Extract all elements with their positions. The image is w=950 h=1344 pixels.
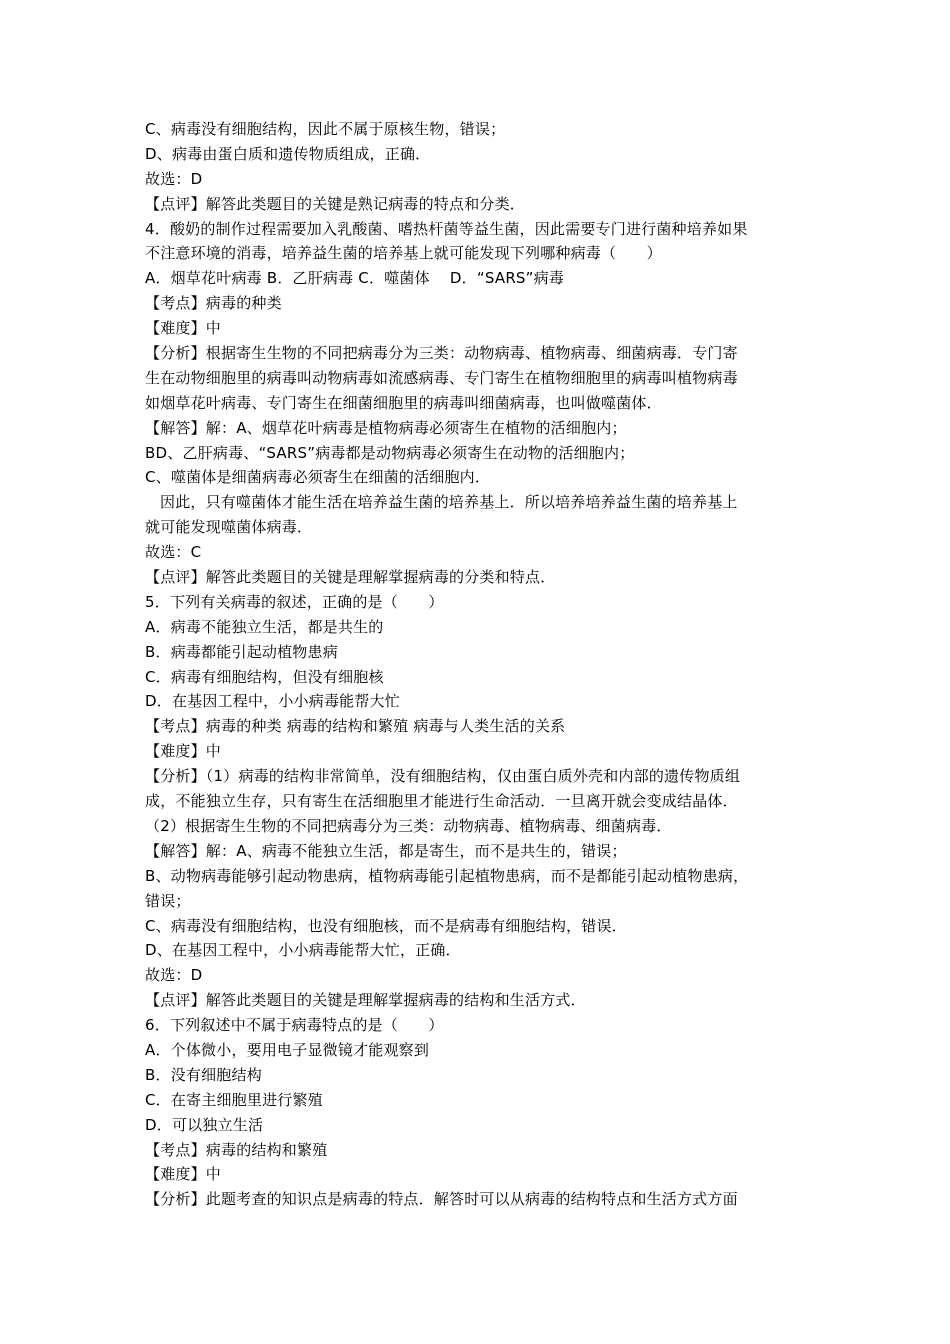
analysis-line: 如烟草花叶病毒、专门寄生在细菌细胞里的病毒叫细菌病毒，也叫做噬菌体． [145,393,662,412]
answer-line: BD、乙肝病毒、“SARS”病毒都是动物病毒必须寄生在动物的活细胞内； [145,443,635,462]
question-4-stem: 4．酸奶的制作过程需要加入乳酸菌、嗜热杆菌等益生菌，因此需要专门进行菌种培养如果 [145,219,748,238]
comment-line: 【点评】解答此类题目的关键是理解掌握病毒的分类和特点． [145,568,556,587]
question-5-option-d: D．在基因工程中，小小病毒能帮大忙 [145,692,400,711]
comment-line: 【点评】解答此类题目的关键是理解掌握病毒的结构和生活方式． [145,991,586,1010]
document-body [145,117,815,1212]
answer-line: C、噬菌体是细菌病毒必须寄生在细菌的活细胞内． [145,468,491,487]
question-5-option-a: A．病毒不能独立生活，都是共生的 [145,617,384,636]
question-6-option-a: A．个体微小，要用电子显微镜才能观察到 [145,1040,430,1059]
question-6-stem: 6．下列叙述中不属于病毒特点的是（ ） [145,1016,444,1035]
topic-line: 【考点】病毒的种类 [145,294,282,313]
topic-line: 【考点】病毒的结构和繁殖 [145,1140,328,1159]
question-6-option-c: C．在寄主细胞里进行繁殖 [145,1090,323,1109]
text-line: D、病毒由蛋白质和遗传物质组成，正确． [145,144,431,163]
answer-line: 【解答】解：A、病毒不能独立生活，都是寄生，而不是共生的，错误； [145,841,627,860]
choice-line: 故选：D [145,966,203,985]
question-6-option-d: D．可以独立生活 [145,1115,264,1134]
difficulty-line: 【难度】中 [145,742,222,761]
topic-line: 【考点】病毒的种类 病毒的结构和繁殖 病毒与人类生活的关系 [145,717,566,736]
answer-line: 就可能发现噬菌体病毒． [145,518,313,537]
answer-line: 因此，只有噬菌体才能生活在培养益生菌的培养基上．所以培养培养益生菌的培养基上 [160,493,738,512]
answer-line: 错误； [145,891,191,910]
difficulty-line: 【难度】中 [145,319,222,338]
comment-line: 【点评】解答此类题目的关键是熟记病毒的特点和分类． [145,194,526,213]
answer-line: 【解答】解：A、烟草花叶病毒是植物病毒必须寄生在植物的活细胞内； [145,418,627,437]
text-line: C、病毒没有细胞结构，因此不属于原核生物，错误； [145,120,506,138]
question-5-option-b: B．病毒都能引起动植物患病 [145,642,338,661]
answer-line: D、在基因工程中，小小病毒能帮大忙，正确． [145,941,461,960]
analysis-line: 生在动物细胞里的病毒叫动物病毒如流感病毒、专门寄生在植物细胞里的病毒叫植物病毒 [145,368,738,387]
question-6-option-b: B．没有细胞结构 [145,1065,262,1084]
text-line: 故选：D [145,169,203,188]
choice-line: 故选：C [145,543,202,562]
analysis-line: 【分析】此题考查的知识点是病毒的特点．解答时可以从病毒的结构特点和生活方式方面 [145,1190,738,1209]
question-4-options: A．烟草花叶病毒 B．乙肝病毒 C．噬菌体 D．“SARS”病毒 [145,269,565,288]
analysis-line: 【分析】（1）病毒的结构非常简单，没有细胞结构，仅由蛋白质外壳和内部的遗传物质组 [145,767,741,786]
question-5-stem: 5．下列有关病毒的叙述，正确的是（ ） [145,592,444,611]
analysis-line: 【分析】根据寄生生物的不同把病毒分为三类：动物病毒、植物病毒、细菌病毒．专门寄 [145,344,738,363]
answer-line: B、动物病毒能够引起动物患病，植物病毒能引起植物患病，而不是都能引起动植物患病， [145,866,749,885]
analysis-line: 成，不能独立生存，只有寄生在活细胞里才能进行生命活动．一旦离开就会变成结晶体． [145,792,738,811]
question-4-stem: 不注意环境的消毒，培养益生菌的培养基上就可能发现下列哪种病毒（ ） [145,244,662,263]
analysis-line: （2）根据寄生生物的不同把病毒分为三类：动物病毒、植物病毒、细菌病毒． [145,816,672,835]
difficulty-line: 【难度】中 [145,1165,222,1184]
answer-line: C、病毒没有细胞结构，也没有细胞核，而不是病毒有细胞结构，错误． [145,916,627,935]
question-5-option-c: C．病毒有细胞结构，但没有细胞核 [145,667,384,686]
